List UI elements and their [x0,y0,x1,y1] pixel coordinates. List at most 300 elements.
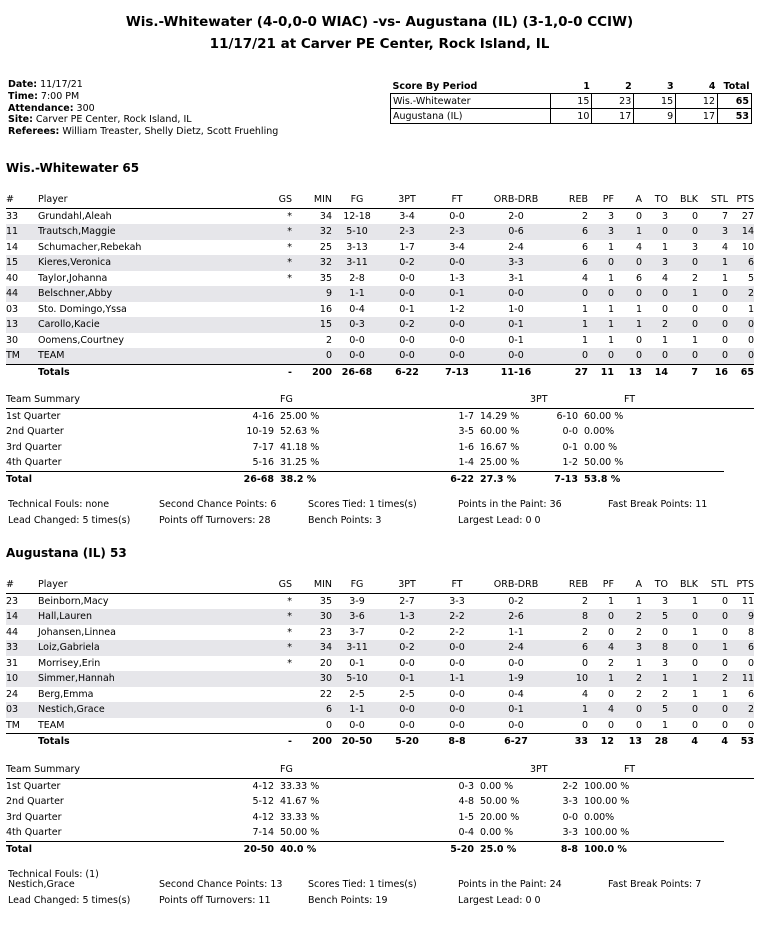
col-header-pf: PF [588,192,614,208]
3pt-made-att: 4-8 [458,796,474,808]
cell-gs [250,317,292,333]
cell-fg: 0-4 [349,303,365,315]
col-header-blk: BLK [668,577,698,593]
fg-made-att: 7-14 [252,827,274,839]
cell-gs: * [250,640,292,656]
total-orb-drb: 11-16 [482,364,550,380]
cell-fg: 1-1 [332,286,382,302]
3pt-pct: 0.00 % [480,827,514,839]
cell-jersey: 13 [6,317,38,333]
ft-made-att: 3-3 [562,827,578,839]
total-a: 13 [614,734,642,750]
ft-made-att: 3-3 [562,796,578,808]
fg-made-att: 10-19 [246,426,274,438]
points-in-paint: Points in the Paint: 36 [458,499,562,510]
cell-reb: 0 [550,348,588,364]
quarter-label: 3rd Quarter [6,441,62,453]
period-score: 17 [676,109,718,124]
cell-reb: 1 [581,303,588,315]
cell-3pt: 0-0 [399,657,415,669]
period-score: 23 [592,94,634,109]
site-label: Site: [8,114,33,126]
cell-jersey: 14 [6,241,19,253]
cell-blk: 0 [668,255,698,271]
cell-gs: * [287,657,292,669]
player-row [6,271,754,287]
cell-pf: 0 [588,255,614,271]
cell-gs: * [287,210,292,222]
fg-made-att: 20-50 [236,841,280,857]
col-header-player: Player [38,577,250,593]
total-player: Totals [38,734,250,750]
cell-pf: 1 [588,671,614,687]
cell-stl: 0 [698,702,728,718]
quarter-row [6,408,754,424]
col-header-orb-drb: ORB-DRB [482,192,550,208]
cell-gs [250,302,292,318]
cell-player: Berg,Emma [38,688,94,700]
summary-ft-header: FT [584,392,724,408]
cell-3pt: 0-1 [399,303,415,315]
cell-blk: 0 [668,224,698,240]
cell-fg: 0-0 [349,334,365,346]
attendance-value: 300 [76,102,95,114]
col-header-pts: PTS [728,192,754,208]
cell-blk: 0 [691,719,698,731]
total-pf: 11 [588,364,614,380]
3pt-made-att: 1-5 [458,811,474,823]
cell-orb-drb: 0-1 [482,702,550,718]
cell-player: Sto. Domingo,Yssa [38,303,127,315]
cell-a: 2 [635,626,642,638]
player-row [6,593,754,609]
cell-a: 2 [614,671,642,687]
fg-pct: 31.25 % [280,457,320,469]
ft-pct: 0.00% [584,426,615,438]
col-header-to: TO [642,192,668,208]
cell-player: TEAM [38,719,65,731]
summary-ft-header: FT [584,762,724,778]
cell-player: Belschner,Abby [38,286,250,302]
team-summary-table [6,762,754,857]
player-row [6,702,754,718]
cell-player: Trautsch,Maggie [38,224,250,240]
player-row [6,640,754,656]
quarter-row [6,794,754,810]
cell-pf: 1 [588,317,614,333]
cell-a: 0 [614,702,642,718]
cell-blk: 0 [691,303,698,315]
col-header-gs: GS [250,577,292,593]
cell-to: 0 [661,626,668,638]
cell-blk: 0 [691,210,698,222]
cell-fg: 1-1 [332,702,382,718]
cell-reb: 2 [581,595,588,607]
site-value: Carver PE Center, Rock Island, IL [35,114,192,126]
cell-gs: * [287,272,292,284]
cell-stl: 0 [698,286,728,302]
cell-jersey: 33 [6,640,38,656]
cell-jersey: 40 [6,272,19,284]
summary-3pt-header: 3PT [524,392,584,408]
time-label: Time: [8,90,38,102]
period-score: 10 [550,109,592,124]
cell-to: 0 [642,224,668,240]
cell-orb-drb: 0-0 [482,348,550,364]
cell-min: 22 [319,688,332,700]
cell-pts: 1 [747,303,754,315]
quarter-label: 4th Quarter [6,827,62,839]
3pt-made-att: 1-7 [458,410,474,422]
summary-total-row [6,471,754,487]
cell-gs: * [250,609,292,625]
cell-reb: 2 [581,626,588,638]
cell-min: 25 [319,241,332,253]
cell-pts: 8 [747,626,754,638]
total-reb: 27 [550,364,588,380]
cell-jersey: 03 [6,303,19,315]
blank [480,762,524,778]
col-header-blk: BLK [668,192,698,208]
cell-player: Kieres,Veronica [38,255,250,271]
cell-min: 34 [292,640,332,656]
period-col: 3 [634,79,676,94]
cell-pf: 1 [607,272,614,284]
3pt-pct: 25.00 % [480,457,520,469]
ft-pct: 100.00 % [584,827,630,839]
cell-reb: 10 [550,671,588,687]
cell-to: 1 [642,671,668,687]
summary-fg-header: FG [280,762,340,778]
score-row [391,94,752,109]
cell-fg: 12-18 [343,210,371,222]
fg-pct: 52.63 % [280,426,320,438]
cell-min: 0 [292,348,332,364]
cell-pf: 1 [607,595,614,607]
cell-a: 3 [614,640,642,656]
cell-pts: 0 [728,317,754,333]
cell-gs [250,687,292,703]
cell-min: 30 [292,671,332,687]
ft-made-att: 6-10 [556,410,578,422]
team-title: Augustana (IL) 53 [6,546,127,560]
cell-ft: 0-0 [449,657,465,669]
col-header-min: MIN [292,192,332,208]
lead-changed: Lead Changed: 5 times(s) [8,515,131,526]
cell-min: 6 [292,702,332,718]
cell-reb: 0 [581,657,588,669]
ft-pct: 0.00% [584,811,615,823]
fg-made-att: 5-12 [252,796,274,808]
second-chance-points: Second Chance Points: 13 [159,879,283,890]
cell-player: Nestich,Grace [38,702,250,718]
cell-pts: 0 [728,348,754,364]
largest-lead: Largest Lead: 0 0 [458,895,541,906]
cell-min: 0 [325,719,332,731]
cell-a: 4 [635,241,642,253]
cell-stl: 0 [721,595,728,607]
cell-pts: 9 [728,609,754,625]
cell-stl: 0 [721,657,728,669]
cell-a: 2 [635,688,642,700]
cell-pf: 0 [607,719,614,731]
cell-pts: 6 [728,255,754,271]
cell-orb-drb: 0-6 [482,224,550,240]
cell-a: 0 [614,286,642,302]
total-3pt: 6-22 [382,364,432,380]
cell-3pt: 0-1 [382,671,432,687]
cell-reb: 0 [581,719,588,731]
cell-3pt: 0-2 [399,626,415,638]
cell-3pt: 0-0 [399,334,415,346]
cell-pts: 2 [728,286,754,302]
cell-fg: 5-10 [332,671,382,687]
cell-gs [250,671,292,687]
cell-min: 35 [319,272,332,284]
period-score: 17 [592,109,634,124]
bench-points: Bench Points: 3 [308,515,382,526]
cell-blk: 1 [668,671,698,687]
cell-player: Simmer,Hannah [38,671,250,687]
points-off-turnovers: Points off Turnovers: 11 [159,895,271,906]
cell-player: Loiz,Gabriela [38,640,250,656]
cell-ft: 2-2 [449,626,465,638]
cell-to: 1 [661,334,668,346]
second-chance-points: Second Chance Points: 6 [159,499,277,510]
col-header-3pt: 3PT [382,577,432,593]
fg-pct: 41.67 % [280,796,320,808]
cell-a: 0 [635,334,642,346]
cell-player: Grundahl,Aleah [38,210,112,222]
cell-stl: 0 [698,317,728,333]
ft-made-att: 7-13 [524,471,584,487]
col-header-stl: STL [698,577,728,593]
bench-points: Bench Points: 19 [308,895,388,906]
quarter-label: 1st Quarter [6,780,61,792]
col-header-gs: GS [250,192,292,208]
cell-to: 1 [661,241,668,253]
cell-3pt: 0-0 [399,272,415,284]
cell-reb: 1 [550,317,588,333]
total-gs: - [250,364,292,380]
3pt-pct: 14.29 % [480,410,520,422]
fg-pct: 33.33 % [280,811,320,823]
cell-fg: 3-6 [332,609,382,625]
cell-reb: 0 [550,286,588,302]
cell-orb-drb: 0-2 [508,595,524,607]
cell-orb-drb: 1-1 [508,626,524,638]
cell-to: 2 [661,688,668,700]
ft-made-att: 0-0 [562,811,578,823]
blank [340,392,480,408]
cell-blk: 1 [691,334,698,346]
cell-pts: 0 [747,657,754,669]
total-score: 65 [718,94,752,109]
cell-to: 5 [642,609,668,625]
quarter-row [6,825,754,841]
period-score: 9 [634,109,676,124]
quarter-label: Total [6,841,236,857]
total-stl: 4 [698,734,728,750]
cell-player: TEAM [38,348,250,364]
cell-pts: 27 [741,210,754,222]
cell-blk: 0 [668,348,698,364]
cell-pf: 1 [607,303,614,315]
cell-gs [250,348,292,364]
col-header-to: TO [642,577,668,593]
period-score: 12 [676,94,718,109]
cell-fg: 0-1 [349,657,365,669]
cell-pf: 4 [588,640,614,656]
col-header-min: MIN [292,577,332,593]
cell-reb: 8 [550,609,588,625]
cell-pts: 10 [741,241,754,253]
cell-stl: 0 [698,609,728,625]
col-header-reb: REB [550,192,588,208]
col-header-a: A [614,192,642,208]
team-misc-stats [8,869,753,909]
cell-reb: 2 [581,210,588,222]
summary-fg-header: FG [280,392,340,408]
cell-jersey: 44 [6,626,19,638]
cell-fg: 3-9 [349,595,365,607]
cell-a: 1 [635,657,642,669]
cell-ft: 3-3 [449,595,465,607]
quarter-label: 2nd Quarter [6,426,64,438]
ft-pct: 0.00 % [584,441,618,453]
ft-pct: 100.00 % [584,796,630,808]
cell-3pt: 3-4 [399,210,415,222]
cell-pts: 0 [747,334,754,346]
player-row [6,625,754,641]
cell-ft: 1-3 [449,272,465,284]
cell-blk: 0 [691,657,698,669]
total-reb: 33 [550,734,588,750]
cell-fg: 2-8 [349,272,365,284]
cell-min: 32 [292,255,332,271]
date-label: Date: [8,79,38,90]
total-jersey [6,364,38,380]
cell-to: 3 [661,210,668,222]
cell-pf: 2 [607,657,614,669]
cell-stl: 0 [698,348,728,364]
3pt-pct: 20.00 % [480,811,520,823]
cell-min: 34 [319,210,332,222]
blank [236,762,280,778]
cell-pts: 11 [728,671,754,687]
cell-blk: 2 [691,272,698,284]
cell-reb: 4 [581,688,588,700]
cell-fg: 0-0 [332,348,382,364]
totals-row [6,364,754,380]
cell-jersey: 31 [6,657,19,669]
cell-gs: * [287,626,292,638]
score-by-period-table [390,79,752,124]
cell-stl: 1 [698,640,728,656]
cell-orb-drb: 1-9 [482,671,550,687]
cell-jersey: 33 [6,210,19,222]
cell-ft: 0-1 [432,286,482,302]
cell-jersey: 10 [6,671,38,687]
cell-player: Schumacher,Rebekah [38,241,142,253]
cell-fg: 3-11 [332,640,382,656]
col-header-jersey: # [6,192,38,208]
player-row [6,348,754,364]
cell-3pt: 2-5 [399,688,415,700]
quarter-row [6,810,754,826]
technical-fouls-player: Nestich,Grace [8,879,75,890]
fg-made-att: 4-12 [252,811,274,823]
col-header-3pt: 3PT [382,192,432,208]
total-ft: 8-8 [432,734,482,750]
period-score: 15 [634,94,676,109]
cell-orb-drb: 3-3 [482,255,550,271]
cell-min: 16 [319,303,332,315]
fg-made-att: 4-16 [252,410,274,422]
3pt-made-att: 1-6 [458,441,474,453]
cell-ft: 0-0 [432,702,482,718]
date-value: 11/17/21 [40,79,83,90]
ft-pct: 60.00 % [584,410,624,422]
fg-pct: 25.00 % [280,410,320,422]
col-header-jersey: # [6,577,38,593]
cell-gs: * [250,255,292,271]
cell-orb-drb: 2-4 [508,241,524,253]
total-to: 14 [642,364,668,380]
largest-lead: Largest Lead: 0 0 [458,515,541,526]
game-info [8,79,278,138]
player-row [6,224,754,240]
total-fg: 20-50 [332,734,382,750]
cell-player: Oomens,Courtney [38,334,124,346]
cell-fg: 5-10 [332,224,382,240]
cell-stl: 7 [721,210,728,222]
points-off-turnovers: Points off Turnovers: 28 [159,515,271,526]
quarter-row [6,778,754,794]
blank [236,392,280,408]
fg-pct: 38.2 % [280,471,340,487]
col-header-player: Player [38,192,250,208]
cell-a: 0 [614,348,642,364]
cell-player: Taylor,Johanna [38,272,108,284]
cell-orb-drb: 0-0 [508,719,524,731]
player-row [6,208,754,224]
quarter-row [6,455,754,471]
cell-jersey: 44 [6,286,38,302]
cell-player: Carollo,Kacie [38,317,250,333]
cell-pts: 6 [728,640,754,656]
3pt-made-att: 0-4 [458,827,474,839]
cell-blk: 1 [691,688,698,700]
score-by-period-header [391,79,752,94]
3pt-pct: 0.00 % [480,780,514,792]
ft-pct: 100.0 % [584,841,724,857]
cell-orb-drb: 0-1 [482,317,550,333]
cell-gs [250,333,292,349]
cell-gs: * [287,241,292,253]
cell-3pt: 2-3 [382,224,432,240]
fg-made-att: 26-68 [236,471,280,487]
3pt-made-att: 1-4 [458,457,474,469]
cell-reb: 6 [550,640,588,656]
cell-ft: 0-0 [432,348,482,364]
total-ft: 7-13 [432,364,482,380]
col-header-ft: FT [432,577,482,593]
fg-pct: 41.18 % [280,441,320,453]
fg-pct: 50.00 % [280,827,320,839]
quarter-label: 1st Quarter [6,410,61,422]
cell-pf: 0 [607,688,614,700]
